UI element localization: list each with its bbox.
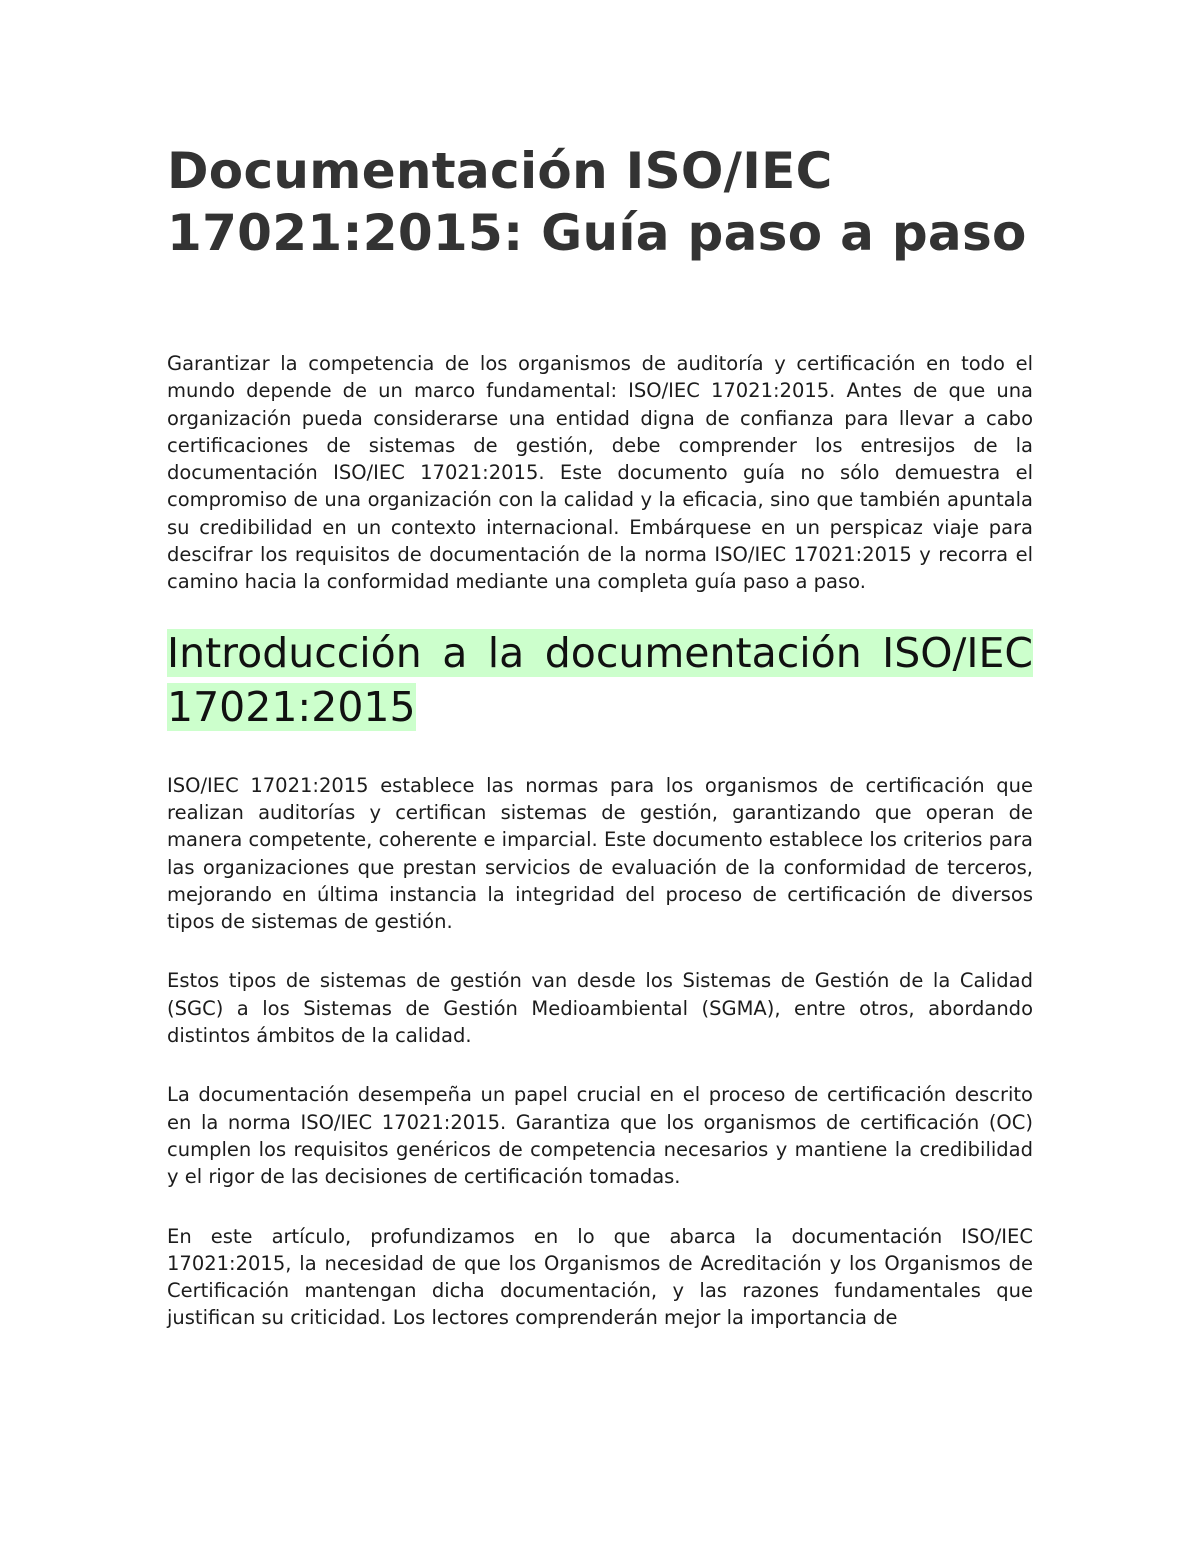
body-paragraph: En este artículo, profundizamos en lo que abarca la documentación ISO/IEC 17021:2015, la necesidad de que los Organismos de Acreditación y los Organismos de Certificación mantengan dicha documentación, y las razones fundamentales que justifican su criticidad. Los lectores comprenderán mejor la importancia de	[167, 1224, 1033, 1330]
document-page	[167, 140, 1033, 1332]
body-paragraph: ISO/IEC 17021:2015 establece las normas para los organismos de certificación que realizan auditorías y certifican sistemas de gestión, garantizando que operan de manera competente, coherente e imparcial. Este documento establece los criterios para las organizaciones que prestan servicios de evaluación de la conformidad de terceros, mejorando en última instancia la integridad del proceso de certificación de diversos tipos de sistemas de gestión.	[167, 773, 1033, 934]
section-heading-text: Introducción a la documentación ISO/IEC 17021:2015	[167, 628, 1033, 731]
body-paragraph: Estos tipos de sistemas de gestión van desde los Sistemas de Gestión de la Calidad (SGC) a los Sistemas de Gestión Medioambiental (SGMA), entre otros, abordando distintos ámbitos de la calidad.	[167, 969, 1033, 1048]
body-paragraph: La documentación desempeña un papel crucial en el proceso de certificación descrito en la norma ISO/IEC 17021:2015. Garantiza que los organismos de certificación (OC) cumplen los requisitos genéricos de competencia necesarios y mantiene la credibilidad y el rigor de las decisiones de certificación tomadas.	[167, 1083, 1033, 1189]
document-title: Documentación ISO/IEC 17021:2015: Guía paso a paso	[167, 142, 1027, 262]
section-heading	[167, 626, 1033, 734]
intro-paragraph: Garantizar la competencia de los organismos de auditoría y certificación en todo el mundo depende de un marco fundamental: ISO/IEC 17021:2015. Antes de que una organización pueda considerarse una entidad digna de confianza para llevar a cabo certificaciones de sistemas de gestión, debe comprender los entresijos de la documentación ISO/IEC 17021:2015. Este documento guía no sólo demuestra el compromiso de una organización con la calidad y la eficacia, sino que también apuntala su credibilidad en un contexto internacional. Embárquese en un perspicaz viaje para descifrar los requisitos de documentación de la norma ISO/IEC 17021:2015 y recorra el camino hacia la conformidad mediante una completa guía paso a paso.	[167, 352, 1033, 594]
